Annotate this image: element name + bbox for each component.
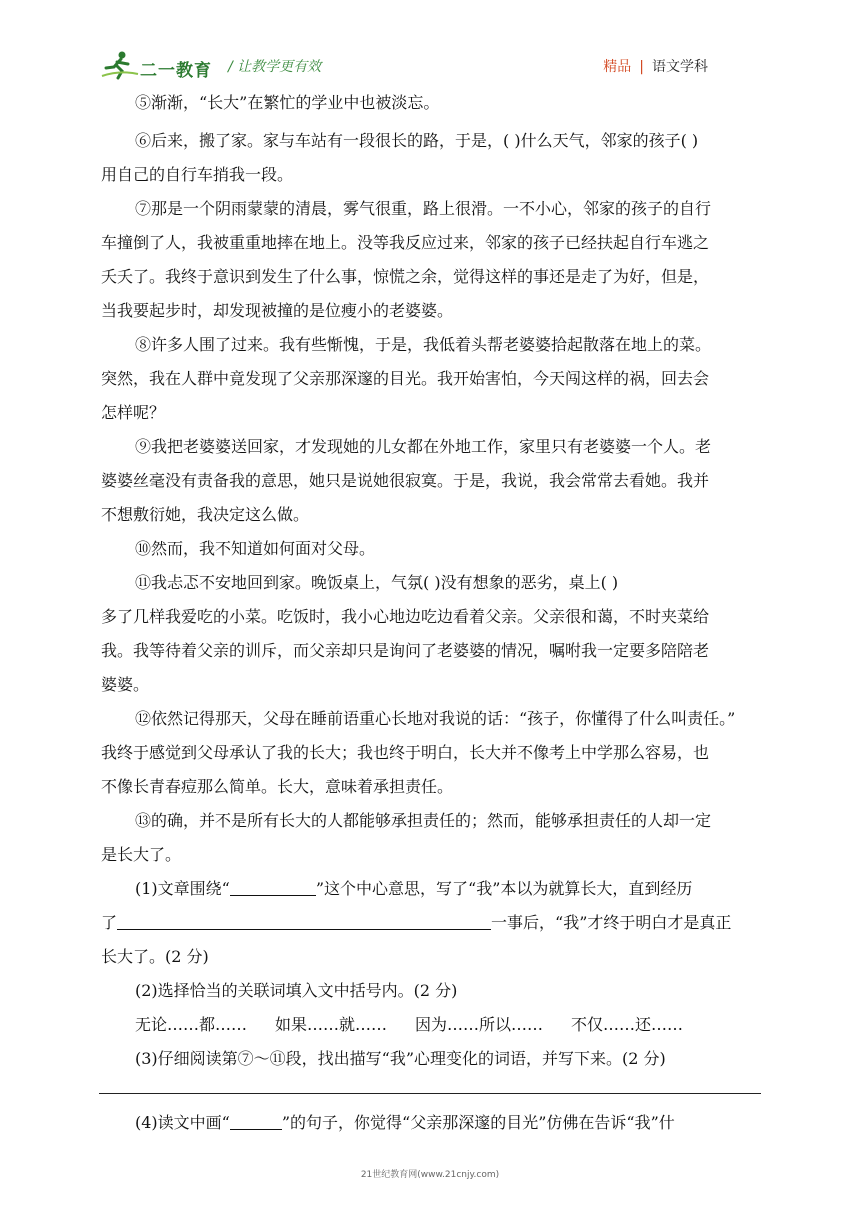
text-line: ⑫依然记得那天，父母在睡前语重心长地对我说的话：“孩子，你懂得了什么叫责任。” — [135, 709, 736, 728]
text-line: 不像长青春痘那么简单。长大，意味着承担责任。 — [101, 777, 454, 796]
q1-text-a: (1)文章围绕“ — [135, 879, 230, 898]
text-line: 我终于感觉到父母承认了我的长大；我也终于明白，长大并不像考上中学那么容易，也 — [101, 743, 710, 762]
text-line: 我。我等待着父亲的训斥，而父亲却只是询问了老婆婆的情况，嘱咐我一定要多陪陪老 — [101, 641, 710, 660]
q4-text-a: (4)读文中画“ — [135, 1113, 230, 1132]
page-header — [100, 46, 760, 82]
text-line: ⑨我把老婆婆送回家，才发现她的儿女都在外地工作，家里只有老婆婆一个人。老 — [135, 437, 712, 456]
logo-text: 二一教育 — [140, 61, 212, 81]
runner-logo-icon — [100, 50, 140, 80]
text-line: 突然，我在人群中竟发现了父亲那深邃的目光。我开始害怕，今天闯这样的祸，回去会 — [101, 369, 710, 388]
text-line: 车撞倒了人，我被重重地摔在地上。没等我反应过来，邻家的孩子已经扶起自行车逃之 — [101, 233, 710, 252]
slogan: / 让教学更有效 — [228, 59, 322, 75]
q4-underline-sample — [230, 1111, 282, 1130]
text-line: 是长大了。 — [101, 845, 182, 864]
text-line: 怎样呢？ — [101, 403, 166, 422]
subject-tag — [603, 56, 708, 76]
q1-blank-1[interactable] — [230, 877, 316, 896]
q1-text-d: 一事后，“我”才终于明白才是真正 — [491, 913, 732, 932]
text-line: 用自己的自行车捎我一段。 — [101, 165, 294, 184]
text-line: ⑧许多人围了过来。我有些惭愧，于是，我低着头帮老婆婆拾起散落在地上的菜。 — [135, 335, 712, 354]
question-3-prompt: (3)仔细阅读第⑦～⑪段，找出描写“我”心理变化的词语，并写下来。(2 分) — [135, 1049, 666, 1068]
q1-blank-2[interactable] — [117, 911, 491, 930]
q4-text-b: ”的句子，你觉得“父亲那深邃的目光”仿佛在告诉“我”什 — [281, 1113, 675, 1132]
q1-text-b: ”这个中心意思，写了“我”本以为就算长大，直到经历 — [315, 879, 693, 898]
option-item: 不仅……还…… — [571, 1015, 684, 1034]
question-4-line — [135, 1110, 675, 1136]
page-footer: 21世纪教育网(www.21cnjy.com) — [360, 1170, 500, 1180]
text-line: 当我要起步时，却发现被撞的是位瘦小的老婆婆。 — [101, 301, 454, 320]
text-line: ⑩然而，我不知道如何面对父母。 — [135, 539, 376, 558]
question-1-line-3: 长大了。(2 分) — [101, 947, 209, 966]
text-line: ⑥后来，搬了家。家与车站有一段很长的路，于是，( )什么天气，邻家的孩子( ) — [135, 131, 699, 150]
text-line: ⑦那是一个阴雨蒙蒙的清晨，雾气很重，路上很滑。一不小心，邻家的孩子的自行 — [135, 199, 712, 218]
option-item: 如果……就…… — [275, 1015, 388, 1034]
question-1-line-1 — [135, 876, 692, 902]
logo — [100, 50, 230, 80]
text-line: 不想敷衍她，我决定这么做。 — [101, 505, 310, 524]
option-item: 无论……都…… — [135, 1015, 248, 1034]
text-line: 婆婆丝毫没有责备我的意思，她只是说她很寂寞。于是，我说，我会常常去看她。我并 — [101, 471, 710, 490]
q1-text-c: 了 — [101, 913, 118, 932]
text-line: ⑬的确，并不是所有长大的人都能够承担责任的；然而，能够承担责任的人却一定 — [135, 811, 712, 830]
premium-label: 精品 — [603, 59, 632, 75]
text-line: ⑪我忐忑不安地回到家。晚饭桌上，气氛( )没有想象的恶劣，桌上( ) — [135, 573, 619, 592]
text-line: ⑤渐渐，“长大”在繁忙的学业中也被淡忘。 — [135, 93, 440, 112]
text-line: 夭夭了。我终于意识到发生了什么事，惊慌之余，觉得这样的事还是走了为好，但是， — [101, 267, 710, 286]
text-line: 婆婆。 — [101, 675, 150, 694]
option-item: 因为……所以…… — [415, 1015, 544, 1034]
question-2-prompt: (2)选择恰当的关联词填入文中括号内。(2 分) — [135, 981, 458, 1000]
text-line: 多了几样我爱吃的小菜。吃饭时，我小心地边吃边看着父亲。父亲很和蔼，不时夹菜给 — [101, 607, 710, 626]
question-2-options — [135, 1012, 683, 1038]
subject-label: 语文学科 — [652, 59, 708, 75]
tag-divider: | — [639, 59, 644, 75]
answer-line[interactable] — [99, 1093, 761, 1094]
question-1-line-2 — [101, 910, 731, 936]
